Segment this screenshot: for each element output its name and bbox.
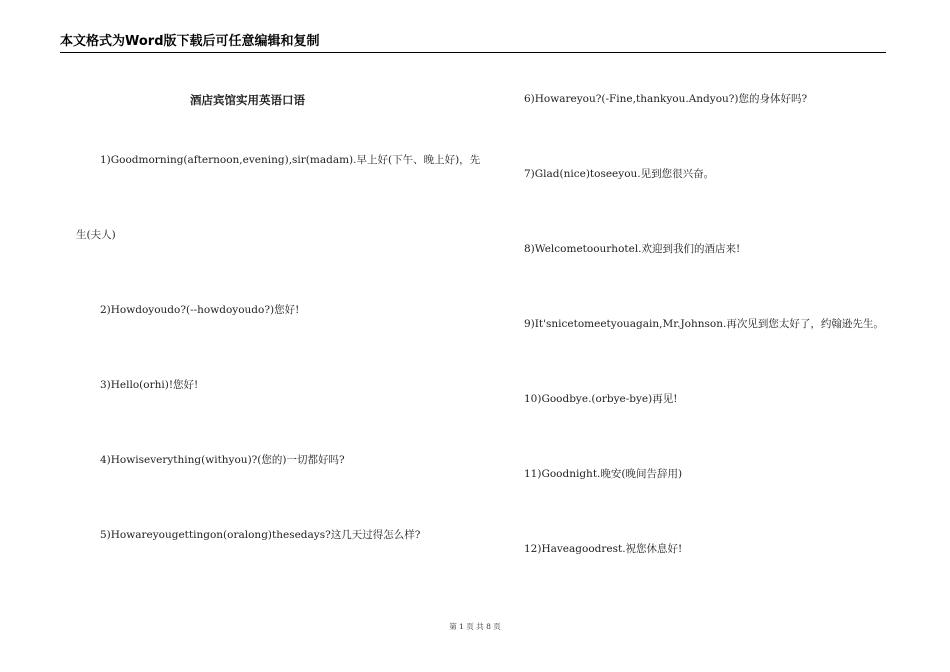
phrase-line: 生(夫人) [76, 229, 116, 241]
phrase-line: 6)Howareyou?(-Fine,thankyou.Andyou?)您的身体好吗? [524, 93, 808, 105]
header-text: 本文格式为Word版下载后可任意编辑和复制 [60, 34, 320, 49]
phrase-line: 11)Goodnight.晚安(晚间告辞用) [524, 468, 683, 480]
phrase-line: 9)It'snicetomeetyouagain,Mr.Johnson.再次见到您太好了，约翰逊先生。 [524, 318, 884, 330]
phrase-line: 10)Goodbye.(orbye-bye)再见! [524, 393, 678, 405]
page-footer: 第 1 页 共 8 页 [449, 622, 501, 631]
phrase-line: 12)Haveagoodrest.祝您休息好! [524, 543, 683, 555]
phrase-line: 3)Hello(orhi)!您好! [100, 379, 199, 391]
phrase-line: 2)Howdoyoudo?(--howdoyoudo?)您好! [100, 304, 300, 316]
phrase-line: 8)Welcometoourhotel.欢迎到我们的酒店来! [524, 243, 741, 255]
page-header [60, 34, 886, 53]
phrase-line: 5)Howareyougettingon(oralong)thesedays?这几天过得怎么样? [100, 529, 421, 541]
phrase-line: 4)Howiseverything(withyou)?(您的)一切都好吗? [100, 454, 345, 466]
document-title: 酒店宾馆实用英语口语 [190, 93, 305, 107]
phrase-line: 1)Goodmorning(afternoon,evening),sir(madam).早上好(下午、晚上好)，先 [100, 154, 481, 166]
phrase-line: 7)Glad(nice)toseeyou.见到您很兴奋。 [524, 168, 715, 180]
